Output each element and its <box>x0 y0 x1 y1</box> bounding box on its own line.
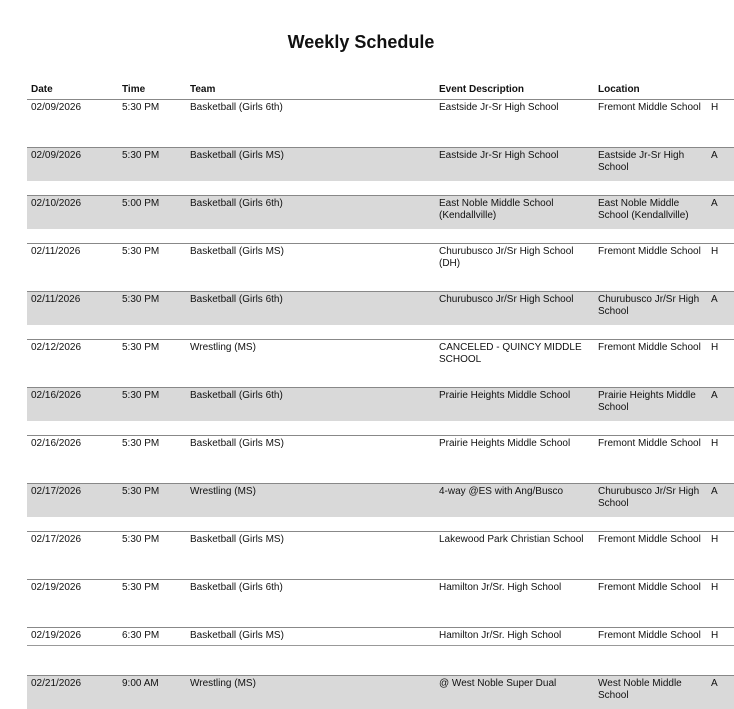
row-spacer <box>27 133 734 148</box>
cell-event: Churubusco Jr/Sr High School (DH) <box>435 244 594 278</box>
table-row <box>27 580 734 614</box>
cell-team: Basketball (Girls 6th) <box>186 100 435 134</box>
cell-time: 5:30 PM <box>118 532 186 566</box>
cell-team: Wrestling (MS) <box>186 484 435 518</box>
cell-location: Churubusco Jr/Sr High School <box>594 484 707 518</box>
cell-location: Fremont Middle School <box>594 244 707 278</box>
cell-event: Prairie Heights Middle School <box>435 436 594 470</box>
page-title: Weekly Schedule <box>0 32 722 53</box>
cell-date: 02/19/2026 <box>27 580 118 614</box>
column-header-team: Team <box>186 80 435 100</box>
table-row <box>27 196 734 230</box>
cell-team: Basketball (Girls MS) <box>186 532 435 566</box>
row-spacer <box>27 277 734 292</box>
cell-team: Basketball (Girls 6th) <box>186 580 435 614</box>
cell-time: 5:00 PM <box>118 196 186 230</box>
cell-location: East Noble Middle School (Kendallville) <box>594 196 707 230</box>
row-spacer <box>27 421 734 436</box>
table-row <box>27 340 734 374</box>
cell-event: Hamilton Jr/Sr. High School <box>435 628 594 662</box>
cell-team: Basketball (Girls 6th) <box>186 388 435 422</box>
row-spacer-cell <box>27 181 734 196</box>
row-spacer-cell <box>27 133 734 148</box>
cell-home-away: A <box>707 484 734 518</box>
cell-team: Basketball (Girls MS) <box>186 628 435 662</box>
column-header-location: Location <box>594 80 707 100</box>
cell-time: 5:30 PM <box>118 100 186 134</box>
cell-date: 02/11/2026 <box>27 244 118 278</box>
row-spacer <box>27 181 734 196</box>
cell-time: 5:30 PM <box>118 388 186 422</box>
cell-date: 02/09/2026 <box>27 148 118 182</box>
cell-time: 6:30 PM <box>118 628 186 662</box>
cell-time: 5:30 PM <box>118 340 186 374</box>
row-spacer <box>27 613 734 628</box>
cell-event: Churubusco Jr/Sr High School <box>435 292 594 326</box>
cell-team: Basketball (Girls MS) <box>186 436 435 470</box>
table-row <box>27 292 734 326</box>
cell-home-away: H <box>707 340 734 374</box>
row-spacer-cell <box>27 517 734 532</box>
cell-time: 5:30 PM <box>118 436 186 470</box>
cell-team: Basketball (Girls MS) <box>186 148 435 182</box>
row-spacer <box>27 661 734 676</box>
schedule-table <box>27 80 734 709</box>
row-spacer-cell <box>27 469 734 484</box>
cell-team: Basketball (Girls 6th) <box>186 196 435 230</box>
cell-location: Fremont Middle School <box>594 436 707 470</box>
cell-location: Fremont Middle School <box>594 580 707 614</box>
row-spacer-cell <box>27 277 734 292</box>
cell-date: 02/16/2026 <box>27 436 118 470</box>
cell-date: 02/11/2026 <box>27 292 118 326</box>
cell-event: Hamilton Jr/Sr. High School <box>435 580 594 614</box>
column-header-date: Date <box>27 80 118 100</box>
row-spacer <box>27 517 734 532</box>
cell-date: 02/17/2026 <box>27 484 118 518</box>
cell-home-away: H <box>707 100 734 134</box>
cell-event: East Noble Middle School (Kendallville) <box>435 196 594 230</box>
cell-home-away: H <box>707 436 734 470</box>
cell-date: 02/21/2026 <box>27 676 118 709</box>
bottom-rule <box>27 645 734 646</box>
cell-time: 5:30 PM <box>118 244 186 278</box>
table-row <box>27 244 734 278</box>
table-row <box>27 436 734 470</box>
cell-event: @ West Noble Super Dual <box>435 676 594 709</box>
table-row <box>27 100 734 134</box>
cell-location: Fremont Middle School <box>594 340 707 374</box>
table-row <box>27 148 734 182</box>
cell-team: Wrestling (MS) <box>186 340 435 374</box>
cell-location: Churubusco Jr/Sr High School <box>594 292 707 326</box>
cell-date: 02/19/2026 <box>27 628 118 662</box>
cell-date: 02/12/2026 <box>27 340 118 374</box>
column-header-home-away <box>707 80 734 100</box>
cell-home-away: A <box>707 388 734 422</box>
row-spacer-cell <box>27 613 734 628</box>
cell-time: 5:30 PM <box>118 148 186 182</box>
cell-home-away: H <box>707 244 734 278</box>
table-row <box>27 676 734 709</box>
cell-home-away: H <box>707 580 734 614</box>
cell-date: 02/10/2026 <box>27 196 118 230</box>
row-spacer <box>27 469 734 484</box>
row-spacer-cell <box>27 373 734 388</box>
row-spacer <box>27 325 734 340</box>
cell-location: Fremont Middle School <box>594 628 707 662</box>
row-spacer-cell <box>27 661 734 676</box>
cell-event: Eastside Jr-Sr High School <box>435 100 594 134</box>
column-header-time: Time <box>118 80 186 100</box>
cell-team: Wrestling (MS) <box>186 676 435 709</box>
cell-location: Eastside Jr-Sr High School <box>594 148 707 182</box>
cell-home-away: H <box>707 532 734 566</box>
cell-date: 02/09/2026 <box>27 100 118 134</box>
cell-event: CANCELED - QUINCY MIDDLE SCHOOL <box>435 340 594 374</box>
row-spacer-cell <box>27 421 734 436</box>
row-spacer-cell <box>27 565 734 580</box>
cell-home-away: A <box>707 148 734 182</box>
cell-home-away: H <box>707 628 734 662</box>
cell-team: Basketball (Girls 6th) <box>186 292 435 326</box>
cell-location: Prairie Heights Middle School <box>594 388 707 422</box>
cell-team: Basketball (Girls MS) <box>186 244 435 278</box>
cell-time: 9:00 AM <box>118 676 186 709</box>
cell-location: Fremont Middle School <box>594 532 707 566</box>
schedule-body <box>27 100 734 709</box>
cell-event: Lakewood Park Christian School <box>435 532 594 566</box>
cell-event: Eastside Jr-Sr High School <box>435 148 594 182</box>
table-row <box>27 484 734 518</box>
table-row <box>27 388 734 422</box>
row-spacer <box>27 373 734 388</box>
cell-location: Fremont Middle School <box>594 100 707 134</box>
cell-home-away: A <box>707 292 734 326</box>
cell-home-away: A <box>707 196 734 230</box>
cell-location: West Noble Middle School <box>594 676 707 709</box>
cell-time: 5:30 PM <box>118 292 186 326</box>
cell-time: 5:30 PM <box>118 484 186 518</box>
cell-home-away: A <box>707 676 734 709</box>
row-spacer <box>27 565 734 580</box>
column-header-event: Event Description <box>435 80 594 100</box>
table-row <box>27 532 734 566</box>
row-spacer-cell <box>27 229 734 244</box>
cell-event: 4-way @ES with Ang/Busco <box>435 484 594 518</box>
cell-event: Prairie Heights Middle School <box>435 388 594 422</box>
table-header-row <box>27 80 734 100</box>
cell-date: 02/16/2026 <box>27 388 118 422</box>
cell-date: 02/17/2026 <box>27 532 118 566</box>
row-spacer-cell <box>27 325 734 340</box>
row-spacer <box>27 229 734 244</box>
cell-time: 5:30 PM <box>118 580 186 614</box>
